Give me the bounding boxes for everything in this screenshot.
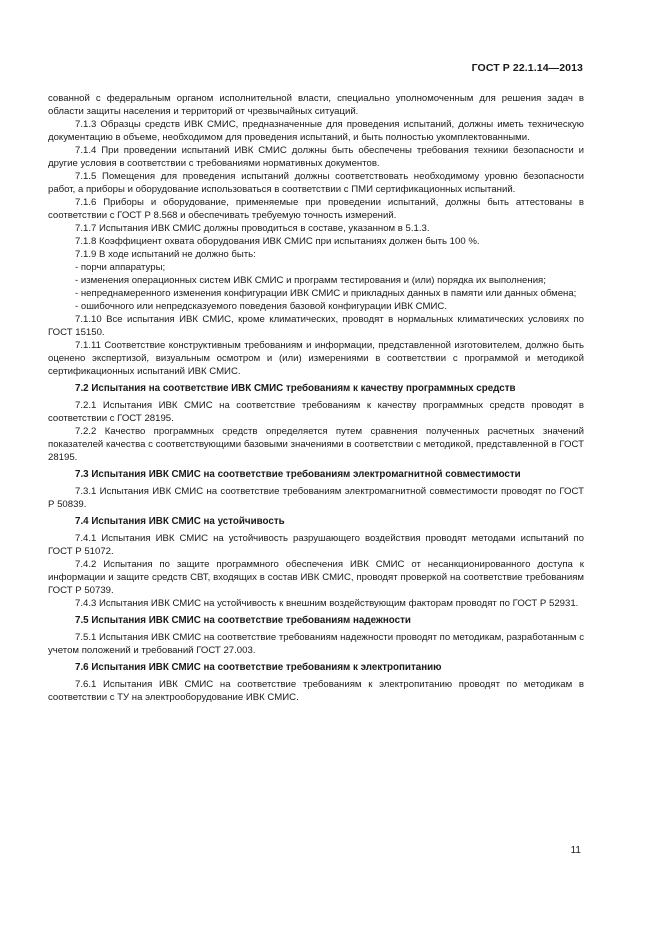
paragraph: 7.1.8 Коэффициент охвата оборудования ИВК СМИС при испытаниях должен быть 100 %.: [75, 236, 480, 247]
paragraph: 7.2.2 Качество программных средств определяется путем сравнения полученных расчетных значений показателей качества с соответствующими базовыми значениями в соответствии с методикой, представленной в ГОСТ 28195.: [48, 426, 584, 463]
document-header: ГОСТ Р 22.1.14—2013: [471, 62, 583, 74]
list-item: - изменения операционных систем ИВК СМИС и программ тестирования и (или) порядка их выполнения;: [75, 275, 546, 286]
section-heading: 7.5 Испытания ИВК СМИС на соответствие требованиям надежности: [75, 615, 411, 626]
paragraph: 7.4.1 Испытания ИВК СМИС на устойчивость разрушающего воздействия проводят методами испытаний по ГОСТ Р 51072.: [48, 533, 584, 557]
section-heading: 7.3 Испытания ИВК СМИС на соответствие требованиям электромагнитной совместимости: [75, 469, 521, 480]
paragraph: 7.1.6 Приборы и оборудование, применяемые при проведении испытаний, должны быть аттестованы в соответствии с ГОСТ Р 8.568 и обеспечивать требуемую точность измерений.: [48, 197, 584, 221]
list-item: - непреднамеренного изменения конфигурации ИВК СМИС и прикладных данных в памяти или данных обмена;: [75, 288, 577, 299]
paragraph: 7.1.7 Испытания ИВК СМИС должны проводиться в составе, указанном в 5.1.3.: [75, 223, 430, 234]
paragraph: 7.1.9 В ходе испытаний не должно быть:: [75, 249, 256, 260]
section-heading: 7.2 Испытания на соответствие ИВК СМИС требованиям к качеству программных средств: [75, 383, 516, 394]
paragraph: 7.1.10 Все испытания ИВК СМИС, кроме климатических, проводят в нормальных климатических условиях по ГОСТ 15150.: [48, 314, 584, 338]
paragraph: 7.2.1 Испытания ИВК СМИС на соответствие требованиям к качеству программных средств проводят в соответствии с ГОСТ 28195.: [48, 400, 584, 424]
paragraph: 7.1.11 Соответствие конструктивным требованиям и информации, представленной изготовителем, должно быть оценено экспертизой, визуальным осмотром и (или) измерениями в соответствии с программой и методикой сертификационных испытаний ИВК СМИС.: [48, 340, 584, 377]
paragraph: 7.5.1 Испытания ИВК СМИС на соответствие требованиям надежности проводят по методикам, разработанным с учетом положений и требований ГОСТ 27.003.: [48, 632, 584, 656]
paragraph: 7.1.5 Помещения для проведения испытаний должны соответствовать необходимому уровню безопасности работ, а приборы и оборудование использоваться в соответствии с ПМИ сертификационных испытаний.: [48, 171, 584, 195]
paragraph: сованной с федеральным органом исполнительной власти, специально уполномоченным для решения задач в области защиты населения и территорий от чрезвычайных ситуаций.: [48, 93, 584, 117]
paragraph: 7.1.3 Образцы средств ИВК СМИС, предназначенные для проведения испытаний, должны иметь техническую документацию в объеме, необходимом для проведения испытаний, и быть полностью укомплектованными.: [48, 119, 584, 143]
section-heading: 7.4 Испытания ИВК СМИС на устойчивость: [75, 516, 285, 527]
paragraph: 7.4.2 Испытания по защите программного обеспечения ИВК СМИС от несанкционированного доступа к информации и защите средств СВТ, входящих в состав ИВК СМИС, проводят проверкой на соответствие требованиям ГОСТ Р 50739.: [48, 559, 584, 596]
paragraph: 7.6.1 Испытания ИВК СМИС на соответствие требованиям к электропитанию проводят по методикам в соответствии с ТУ на электрооборудование ИВК СМИС.: [48, 679, 584, 703]
document-body: [48, 92, 584, 704]
list-item: - ошибочного или непредсказуемого поведения базовой конфигурации ИВК СМИС.: [75, 301, 447, 312]
paragraph: 7.1.4 При проведении испытаний ИВК СМИС должны быть обеспечены требования техники безопасности и другие условия в соответствии с требованиями нормативных документов.: [48, 145, 584, 169]
paragraph: 7.4.3 Испытания ИВК СМИС на устойчивость к внешним воздействующим факторам проводят по ГОСТ Р 52931.: [75, 598, 579, 609]
page-number: 11: [570, 845, 581, 856]
list-item: - порчи аппаратуры;: [75, 262, 166, 273]
section-heading: 7.6 Испытания ИВК СМИС на соответствие требованиям к электропитанию: [75, 662, 442, 673]
paragraph: 7.3.1 Испытания ИВК СМИС на соответствие требованиям электромагнитной совместимости проводят по ГОСТ Р 50839.: [48, 486, 584, 510]
